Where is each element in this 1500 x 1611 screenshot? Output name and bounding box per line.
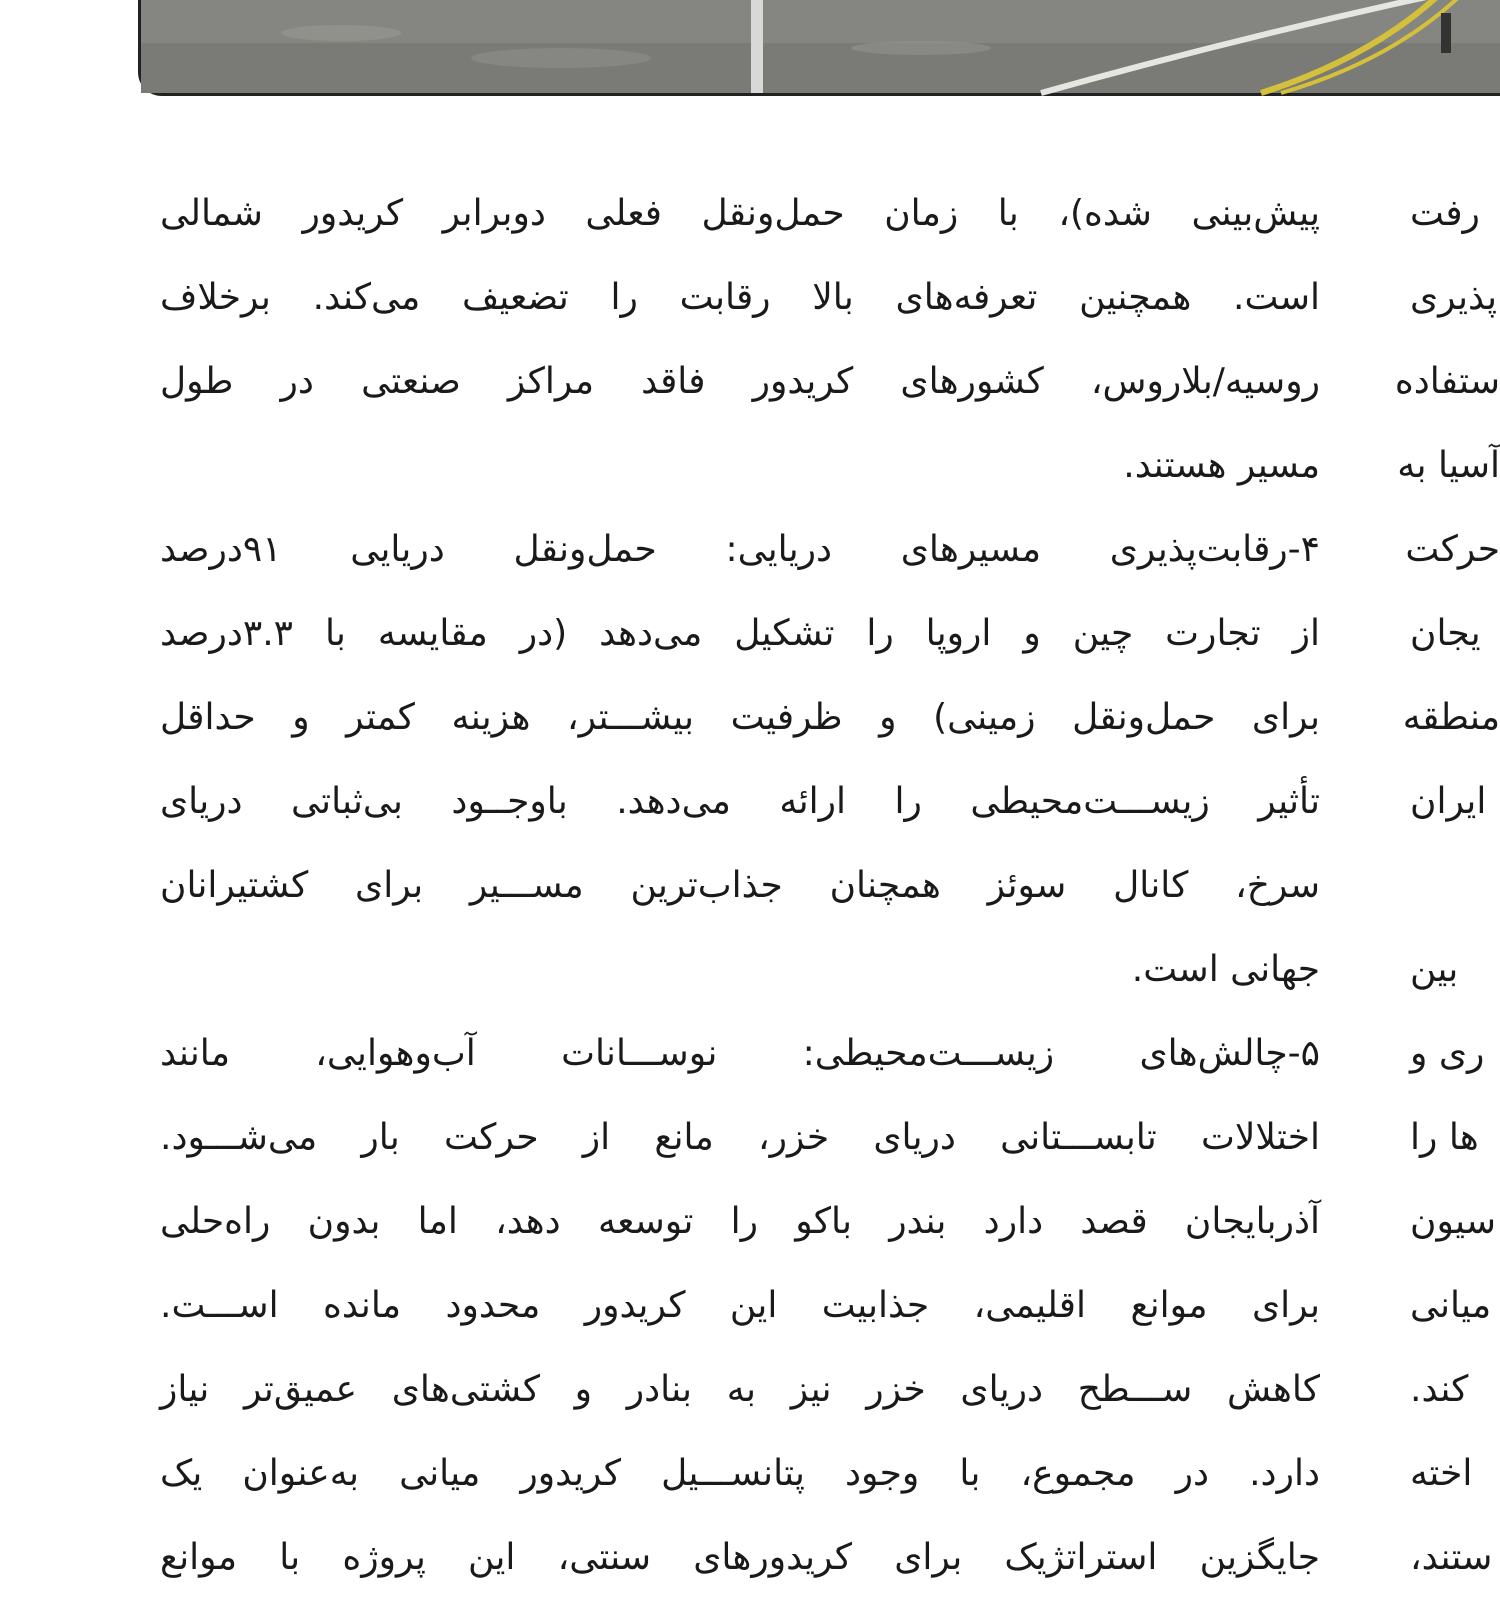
side-text-fragment: سیون bbox=[1410, 1201, 1497, 1242]
side-text-fragment: بین bbox=[1410, 949, 1459, 990]
header-photo bbox=[138, 0, 1500, 96]
text-line: جایگزین استراتژیک برای کریدورهای سنتی، این پروژه با موانع bbox=[160, 1537, 1320, 1578]
side-text-fragment: اخته bbox=[1410, 1453, 1473, 1494]
text-line: روسیه/بلاروس، کشورهای کریدور فاقد مراکز صنعتی در طول bbox=[160, 361, 1320, 402]
text-line: دارد. در مجموع، با وجود پتانســـیل کریدور میانی به‌عنوان یک bbox=[160, 1453, 1320, 1494]
text-line: برای حمل‌ونقل زمینی) و ظرفیت بیشـــتر، هزینه کمتر و حداقل bbox=[160, 697, 1320, 738]
text-line: تأثیر زیســـت‌محیطی را ارائه می‌دهد. باوجــود بی‌ثباتی دریای bbox=[160, 781, 1320, 822]
side-text-fragment: منطقه bbox=[1402, 697, 1500, 738]
text-line: آذربایجان قصد دارد بندر باکو را توسعه دهد، اما بدون راه‌حلی bbox=[160, 1201, 1320, 1242]
side-text-fragment: ها را bbox=[1410, 1117, 1479, 1158]
text-line: اختلالات تابســـتانی دریای خزر، مانع از حرکت بار می‌شـــود. bbox=[160, 1117, 1320, 1158]
side-text-fragment: رفت bbox=[1410, 193, 1480, 234]
text-line: است. همچنین تعرفه‌های بالا رقابت را تضعیف می‌کند. برخلاف bbox=[160, 277, 1320, 318]
text-line: پیش‌بینی شده)، با زمان حمل‌ونقل فعلی دوبرابر کریدور شمالی bbox=[160, 193, 1320, 234]
text-line: مسیر هستند. bbox=[1123, 445, 1320, 486]
text-line: از تجارت چین و اروپا را تشکیل می‌دهد (در مقایسه با ۳.۳درصد bbox=[160, 613, 1320, 654]
side-text-column bbox=[1394, 172, 1500, 1600]
side-text-fragment: حرکت bbox=[1405, 529, 1500, 570]
text-line: سرخ، کانال سوئز همچنان جذاب‌ترین مســـیر برای کشتیرانان bbox=[160, 865, 1320, 906]
side-text-fragment: پذیری bbox=[1410, 277, 1497, 318]
road-photo-icon bbox=[141, 0, 1500, 93]
text-line: ۴-رقابت‌پذیری مسیرهای دریایی: حمل‌ونقل دریایی ۹۱درصد bbox=[160, 529, 1320, 570]
text-line: جهانی است. bbox=[1131, 949, 1320, 990]
side-text-fragment: آسیا به bbox=[1397, 445, 1500, 486]
text-line: ۵-چالش‌های زیســـت‌محیطی: نوســـانات آب‌وهوایی، مانند bbox=[160, 1033, 1320, 1074]
text-line: برای موانع اقلیمی، جذابیت این کریدور محدود مانده اســـت. bbox=[160, 1285, 1320, 1326]
side-text-fragment: یجان bbox=[1410, 613, 1481, 654]
side-text-fragment: ستفاده bbox=[1394, 361, 1500, 402]
side-text-fragment: میانی bbox=[1410, 1285, 1492, 1326]
main-text-column bbox=[160, 172, 1320, 1600]
side-text-fragment: ایران bbox=[1410, 781, 1487, 822]
text-line: کاهش ســـطح دریای خزر نیز به بنادر و کشتی‌های عمیق‌تر نیاز bbox=[160, 1369, 1320, 1410]
side-text-fragment: ستند، bbox=[1410, 1537, 1493, 1578]
side-text-fragment: ری و bbox=[1410, 1033, 1485, 1074]
side-text-fragment: کند. bbox=[1410, 1369, 1469, 1410]
